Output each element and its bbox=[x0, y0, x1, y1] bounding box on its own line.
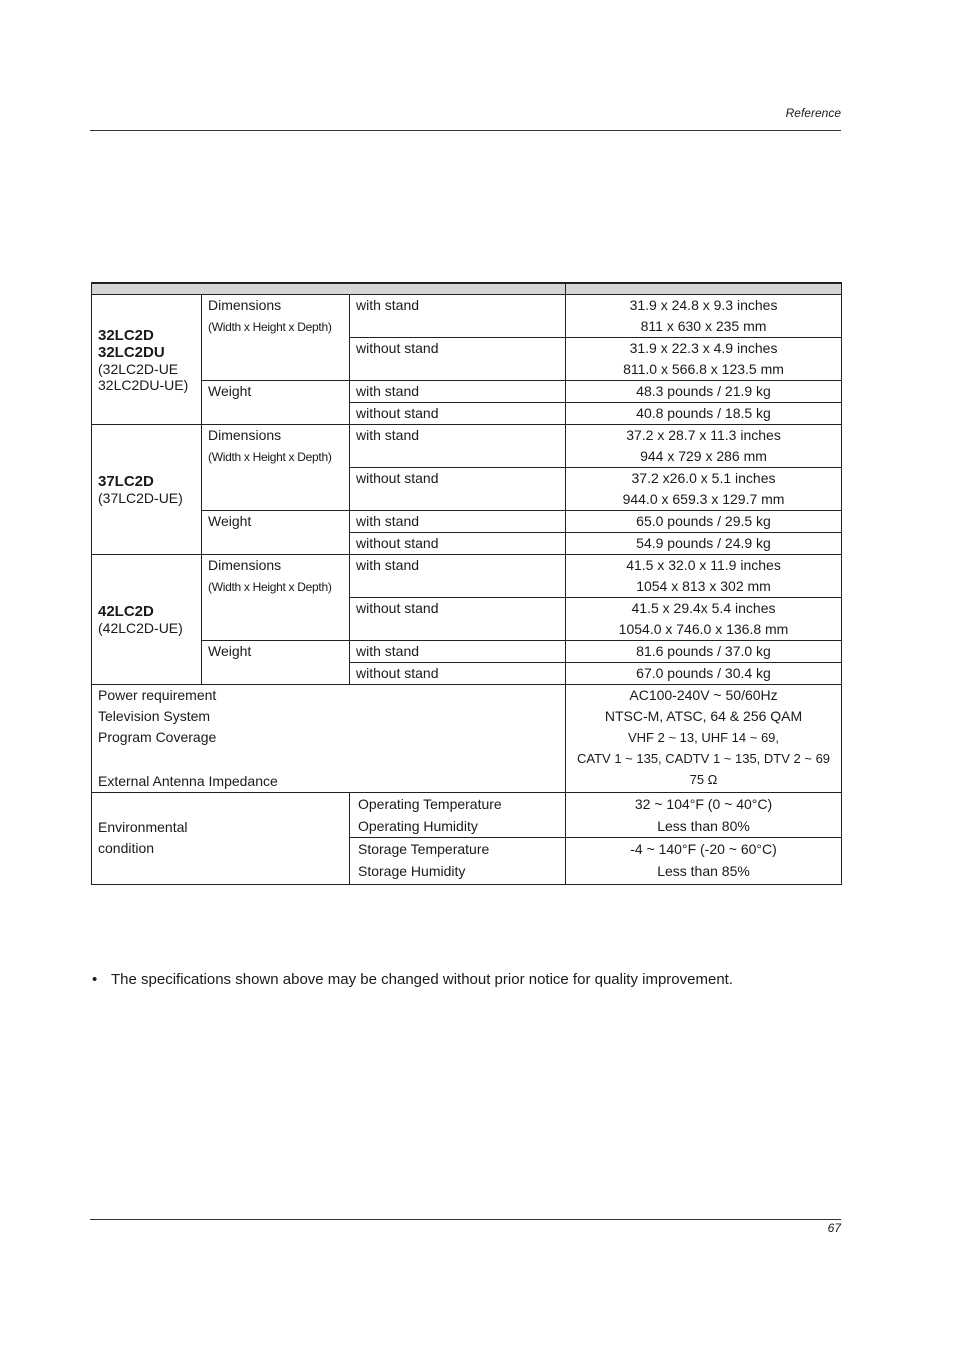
storage-temperature-label: Storage Temperature bbox=[350, 837, 566, 860]
dim-without-inches: 37.2 x26.0 x 5.1 inches bbox=[566, 468, 842, 490]
dimensions-sub: (Width x Height x Depth) bbox=[208, 580, 332, 594]
dim-with-inches: 31.9 x 24.8 x 9.3 inches bbox=[566, 295, 842, 317]
footer-rule bbox=[90, 1219, 841, 1220]
general-specs-row bbox=[92, 685, 842, 793]
table-row bbox=[92, 511, 842, 533]
program-coverage-value-2: CATV 1 ~ 135, CADTV 1 ~ 135, DTV 2 ~ 69 bbox=[577, 751, 831, 766]
without-stand-label: without stand bbox=[350, 338, 566, 381]
model-cell bbox=[92, 555, 202, 685]
storage-temperature-value: -4 ~ 140°F (-20 ~ 60°C) bbox=[566, 837, 842, 860]
dim-without-inches: 41.5 x 29.4x 5.4 inches bbox=[566, 598, 842, 620]
model-name: 32LC2DU bbox=[98, 343, 165, 361]
dim-without-mm: 811.0 x 566.8 x 123.5 mm bbox=[566, 359, 842, 381]
dim-without-inches: 31.9 x 22.3 x 4.9 inches bbox=[566, 338, 842, 360]
table-row bbox=[92, 381, 842, 403]
with-stand-label: with stand bbox=[350, 511, 566, 533]
dim-without-mm: 1054.0 x 746.0 x 136.8 mm bbox=[566, 619, 842, 641]
weight-without: 54.9 pounds / 24.9 kg bbox=[566, 533, 842, 555]
antenna-impedance-label: External Antenna Impedance bbox=[98, 772, 278, 789]
weight-with: 65.0 pounds / 29.5 kg bbox=[566, 511, 842, 533]
operating-humidity-label: Operating Humidity bbox=[350, 815, 566, 838]
weight-label: Weight bbox=[202, 381, 350, 425]
specifications-table bbox=[91, 282, 842, 885]
dim-with-mm: 1054 x 813 x 302 mm bbox=[566, 576, 842, 598]
antenna-impedance-value: 75 Ω bbox=[689, 772, 718, 787]
program-coverage-value: VHF 2 ~ 13, UHF 14 ~ 69, bbox=[628, 730, 780, 745]
model-name: 32LC2D bbox=[98, 326, 154, 344]
power-requirement-label: Power requirement bbox=[98, 687, 217, 703]
operating-temperature-label: Operating Temperature bbox=[350, 792, 566, 815]
storage-humidity-label: Storage Humidity bbox=[350, 860, 566, 885]
dimensions-sub: (Width x Height x Depth) bbox=[208, 320, 332, 334]
model-sub: 32LC2DU-UE) bbox=[98, 376, 189, 393]
table-row bbox=[92, 425, 842, 447]
dimensions-sub: (Width x Height x Depth) bbox=[208, 450, 332, 464]
table-row bbox=[92, 295, 842, 317]
program-coverage-label: Program Coverage bbox=[98, 729, 217, 745]
weight-with: 81.6 pounds / 37.0 kg bbox=[566, 641, 842, 663]
bullet-icon: • bbox=[92, 971, 98, 988]
general-labels bbox=[92, 685, 566, 793]
with-stand-label: with stand bbox=[350, 381, 566, 403]
with-stand-label: with stand bbox=[350, 295, 566, 338]
operating-humidity-value: Less than 80% bbox=[566, 815, 842, 838]
dim-with-mm: 811 x 630 x 235 mm bbox=[566, 316, 842, 338]
model-sub: (37LC2D-UE) bbox=[98, 490, 183, 506]
environment-row bbox=[92, 792, 842, 815]
without-stand-label: without stand bbox=[350, 663, 566, 685]
header-rule bbox=[90, 130, 841, 131]
table-row bbox=[92, 555, 842, 577]
model-name: 37LC2D bbox=[98, 473, 154, 490]
specification-note bbox=[92, 971, 733, 988]
without-stand-label: without stand bbox=[350, 468, 566, 511]
television-system-label: Television System bbox=[98, 708, 211, 724]
dim-with-inches: 37.2 x 28.7 x 11.3 inches bbox=[566, 425, 842, 447]
table-header-row bbox=[92, 283, 842, 295]
general-values bbox=[566, 685, 842, 793]
dimensions-label: Dimensions (Width x Height x Depth) bbox=[202, 555, 350, 641]
weight-label: Weight bbox=[202, 641, 350, 685]
section-header: Reference bbox=[785, 106, 841, 120]
with-stand-label: with stand bbox=[350, 555, 566, 598]
model-sub: (42LC2D-UE) bbox=[98, 620, 183, 636]
without-stand-label: without stand bbox=[350, 533, 566, 555]
model-cell bbox=[92, 295, 202, 425]
without-stand-label: without stand bbox=[350, 403, 566, 425]
environmental-condition-label: Environmental condition bbox=[92, 792, 350, 884]
dim-with-mm: 944 x 729 x 286 mm bbox=[566, 446, 842, 468]
model-name: 42LC2D bbox=[98, 603, 154, 620]
model-sub: (32LC2D-UE bbox=[98, 360, 179, 377]
weight-without: 67.0 pounds / 30.4 kg bbox=[566, 663, 842, 685]
storage-humidity-value: Less than 85% bbox=[566, 860, 842, 885]
page-number: 67 bbox=[827, 1221, 841, 1235]
with-stand-label: with stand bbox=[350, 641, 566, 663]
dimensions-label: Dimensions (Width x Height x Depth) bbox=[202, 425, 350, 511]
dim-with-inches: 41.5 x 32.0 x 11.9 inches bbox=[566, 555, 842, 577]
without-stand-label: without stand bbox=[350, 598, 566, 641]
note-text: The specifications shown above may be changed without prior notice for quality improvement. bbox=[111, 971, 733, 988]
weight-with: 48.3 pounds / 21.9 kg bbox=[566, 381, 842, 403]
television-system-value: NTSC-M, ATSC, 64 & 256 QAM bbox=[604, 708, 803, 724]
operating-temperature-value: 32 ~ 104°F (0 ~ 40°C) bbox=[566, 792, 842, 815]
model-cell bbox=[92, 425, 202, 555]
with-stand-label: with stand bbox=[350, 425, 566, 468]
weight-label: Weight bbox=[202, 511, 350, 555]
weight-without: 40.8 pounds / 18.5 kg bbox=[566, 403, 842, 425]
power-requirement-value: AC100-240V ~ 50/60Hz bbox=[629, 687, 778, 703]
dim-without-mm: 944.0 x 659.3 x 129.7 mm bbox=[566, 489, 842, 511]
table-row bbox=[92, 641, 842, 663]
dimensions-label: Dimensions (Width x Height x Depth) bbox=[202, 295, 350, 381]
